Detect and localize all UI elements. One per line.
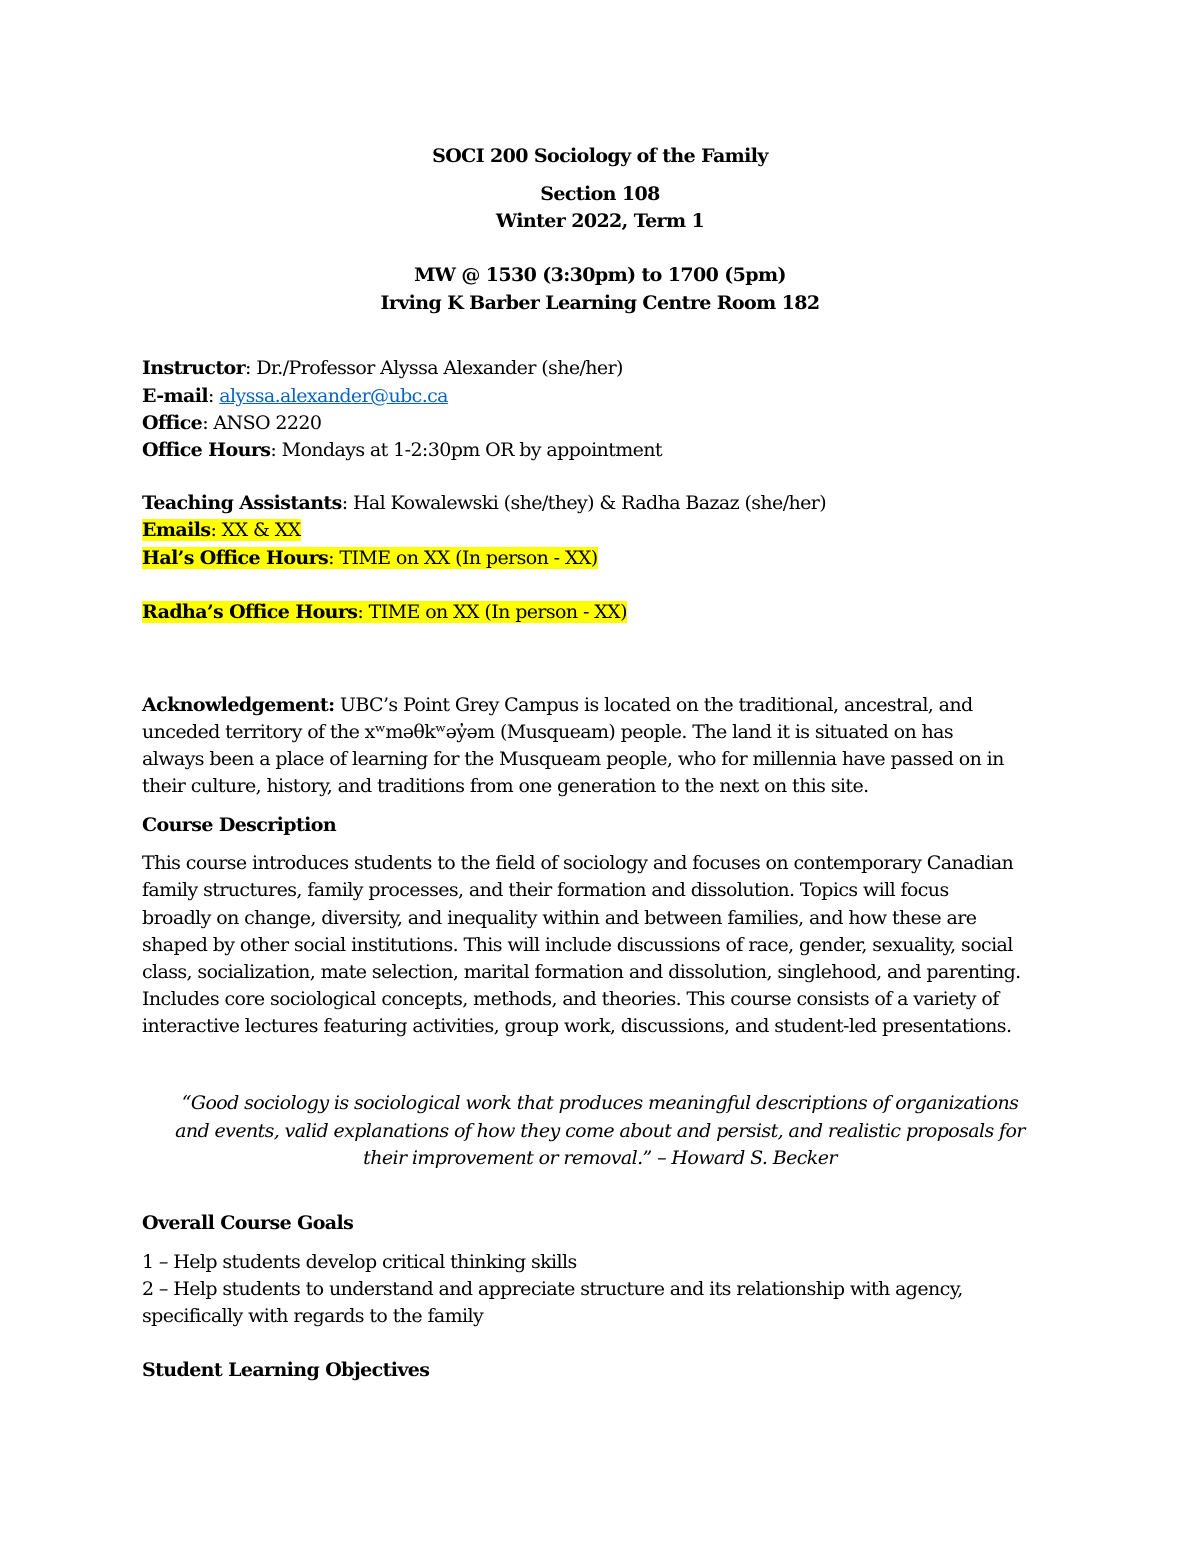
acknowledgement-text: UBC’s Point Grey Campus is located on the traditional, ancestral, and	[334, 694, 973, 716]
ta-label: Teaching Assistants	[142, 492, 342, 514]
quote-line: “Good sociology is sociological work that produces meaningful descriptions of organizations	[181, 1092, 1019, 1114]
goal-item: 2 – Help students to understand and appreciate structure and its relationship with agency,	[142, 1278, 963, 1300]
hal-hours-line	[142, 545, 598, 572]
ta-emails-value: : XX & XX	[210, 519, 301, 541]
acknowledgement-label: Acknowledgement:	[142, 694, 335, 716]
description-line: class, socialization, mate selection, marital formation and dissolution, singlehood, and parenting.	[142, 961, 1021, 983]
office-label: Office	[142, 412, 203, 434]
acknowledgement-line-1	[142, 692, 973, 719]
learning-objectives-heading: Student Learning Objectives	[142, 1359, 430, 1381]
course-title: SOCI 200 Sociology of the Family	[432, 145, 768, 167]
class-location: Irving K Barber Learning Centre Room 182	[380, 292, 820, 314]
instructor-label: Instructor	[142, 357, 246, 379]
description-line: broadly on change, diversity, and inequality within and between families, and how these are	[142, 907, 977, 929]
radha-hours-label: Radha’s Office Hours	[142, 601, 358, 623]
class-schedule: MW @ 1530 (3:30pm) to 1700 (5pm)	[414, 264, 786, 286]
ta-emails-line	[142, 517, 301, 544]
acknowledgement-line-2: unceded territory of the xʷməθkʷəy̓əm (Musqueam) people. The land it is situated on has	[142, 721, 954, 743]
office-hours-line	[142, 437, 662, 464]
term: Winter 2022, Term 1	[495, 210, 705, 232]
office-hours-label: Office Hours	[142, 439, 271, 461]
section-number: Section 108	[540, 183, 660, 205]
description-line: shaped by other social institutions. This will include discussions of race, gender, sexuality, social	[142, 934, 1013, 956]
hal-hours-label: Hal’s Office Hours	[142, 547, 329, 569]
email-separator: :	[207, 385, 220, 407]
acknowledgement-line-4: their culture, history, and traditions from one generation to the next on this site.	[142, 775, 869, 797]
acknowledgement-line-3: always been a place of learning for the Musqueam people, who for millennia have passed on in	[142, 748, 1004, 770]
description-line: family structures, family processes, and their formation and dissolution. Topics will focus	[142, 879, 949, 901]
ta-line	[142, 490, 826, 517]
course-description-heading: Course Description	[142, 814, 337, 836]
goal-item: specifically with regards to the family	[142, 1305, 484, 1327]
quote-line: their improvement or removal.” – Howard S. Becker	[363, 1147, 837, 1169]
office-value: : ANSO 2220	[202, 412, 322, 434]
office-line	[142, 410, 321, 437]
radha-hours-line	[142, 599, 627, 626]
description-line: Includes core sociological concepts, methods, and theories. This course consists of a variety of	[142, 988, 999, 1010]
description-line: interactive lectures featuring activities, group work, discussions, and student-led presentations.	[142, 1015, 1012, 1037]
instructor-line	[142, 355, 623, 382]
email-line	[142, 383, 448, 410]
hal-hours-value: : TIME on XX (In person - XX)	[328, 547, 598, 569]
description-line: This course introduces students to the field of sociology and focuses on contemporary Canadian	[142, 852, 1014, 874]
email-link[interactable]: alyssa.alexander@ubc.ca	[219, 385, 448, 407]
goal-item: 1 – Help students develop critical thinking skills	[142, 1251, 577, 1273]
instructor-value: : Dr./Professor Alyssa Alexander (she/her)	[245, 357, 623, 379]
office-hours-value: : Mondays at 1-2:30pm OR by appointment	[270, 439, 662, 461]
ta-emails-label: Emails	[142, 519, 211, 541]
course-goals-heading: Overall Course Goals	[142, 1212, 354, 1234]
email-label: E-mail	[142, 385, 208, 407]
radha-hours-value: : TIME on XX (In person - XX)	[357, 601, 627, 623]
quote-line: and events, valid explanations of how they come about and persist, and realistic proposals for	[175, 1120, 1025, 1142]
ta-value: : Hal Kowalewski (she/they) & Radha Bazaz (she/her)	[341, 492, 827, 514]
